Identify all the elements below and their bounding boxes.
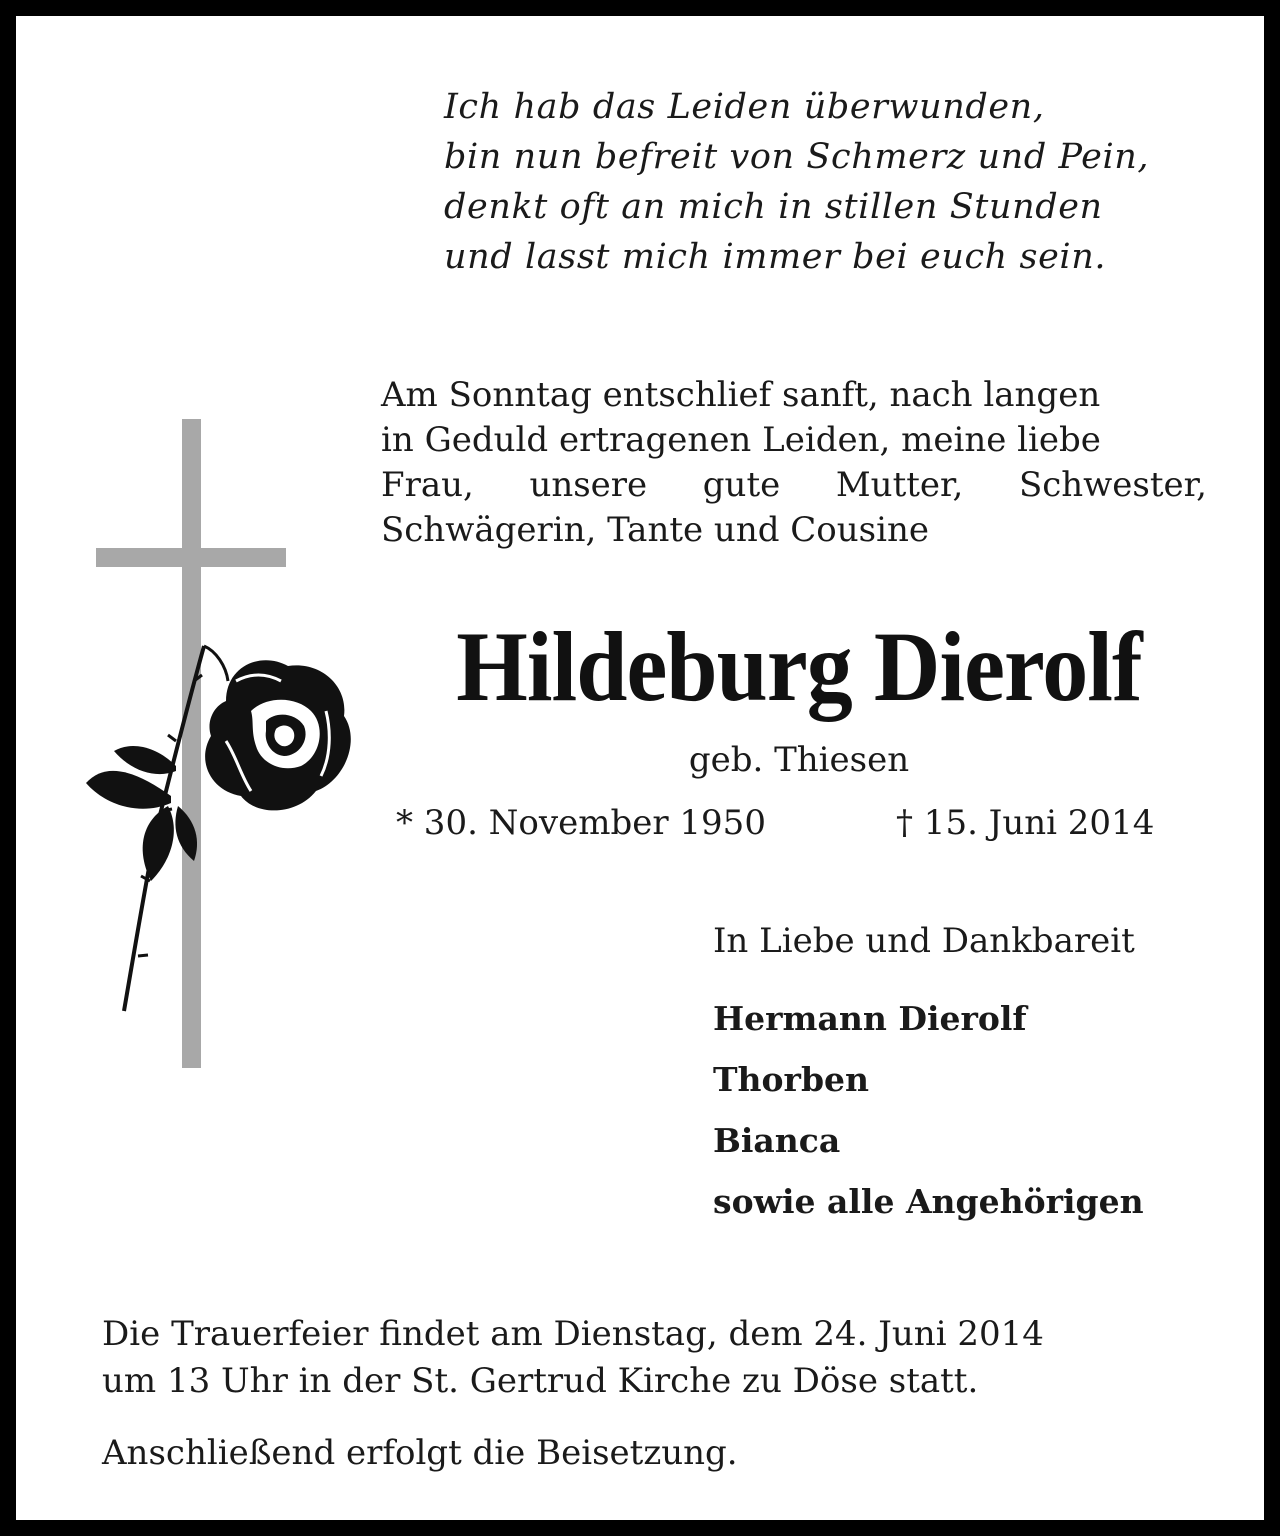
mourners-list <box>713 988 1233 1232</box>
rose-bloom <box>205 660 351 810</box>
poem-line: Ich hab das Leiden überwunden, <box>444 87 1045 127</box>
announcement-text <box>381 373 1207 553</box>
poem-line: bin nun befreit von Schmerz und Pein, <box>444 137 1150 177</box>
announcement-line: Schwägerin, Tante und Cousine <box>381 510 930 550</box>
cross-with-rose-icon <box>76 411 376 1076</box>
cross-vertical-beam <box>182 419 201 1068</box>
mourner-name: Thorben <box>713 1060 870 1099</box>
mourner-name: Bianca <box>713 1121 841 1160</box>
rose-leaf <box>114 746 176 774</box>
memorial-poem <box>444 82 1244 282</box>
word: Frau, <box>381 465 474 505</box>
mourner-name: Hermann Dierolf <box>713 999 1027 1038</box>
word: unsere <box>529 465 648 505</box>
rose-leaf <box>143 806 174 881</box>
rose-tip <box>204 646 228 681</box>
announcement-line: in Geduld ertragenen Leiden, meine liebe <box>381 420 1101 460</box>
service-line: Die Trauerfeier findet am Dienstag, dem 24. Juni 2014 <box>102 1314 1044 1354</box>
cross-horizontal-beam <box>96 548 286 567</box>
burial-note: Anschließend erfolgt die Beisetzung. <box>102 1433 738 1473</box>
deceased-name: Hildeburg Dierolf <box>456 611 1142 722</box>
word: gute <box>702 465 781 505</box>
announcement-line-justified <box>381 463 1207 508</box>
mourner-name: sowie alle Angehörigen <box>713 1182 1144 1221</box>
poem-line: denkt oft an mich in stillen Stunden <box>444 187 1103 227</box>
word: Mutter, <box>835 465 964 505</box>
rose-leaf <box>86 771 171 809</box>
death-date: † 15. Juni 2014 <box>896 803 1155 843</box>
poem-line: und lasst mich immer bei euch sein. <box>444 237 1107 277</box>
funeral-service-info <box>102 1311 1212 1405</box>
birth-date: * 30. November 1950 <box>396 803 766 843</box>
service-line: um 13 Uhr in der St. Gertrud Kirche zu Döse statt. <box>102 1361 979 1401</box>
birth-name: geb. Thiesen <box>688 740 910 780</box>
word: Schwester, <box>1018 465 1207 505</box>
mourners-intro: In Liebe und Dankbareit <box>713 921 1135 961</box>
announcement-line: Am Sonntag entschlief sanft, nach langen <box>381 375 1101 415</box>
